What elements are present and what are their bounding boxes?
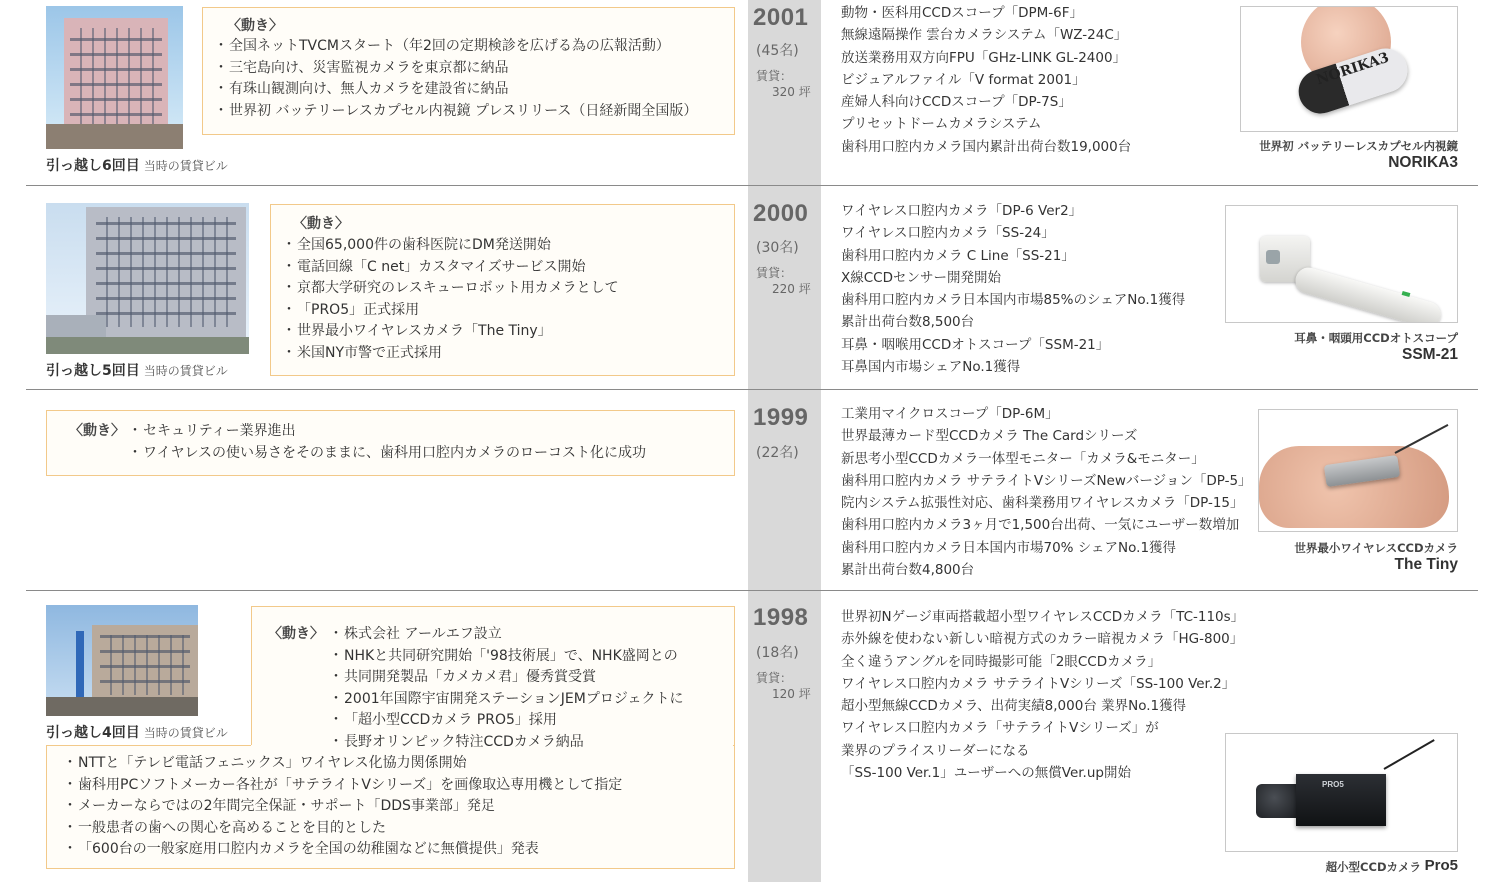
list-item-continuation: ・ 米国NY市警で正式採用 <box>285 343 720 365</box>
list-item: 動物・医科用CCDスコープ「DPM-6F」 <box>841 5 1083 21</box>
rent-label: 賃貸： <box>756 671 793 685</box>
list-item: 放送業務用双方向FPU「GHz-LINK GL-2400」 <box>841 49 1127 66</box>
product-description: 世界最小ワイヤレスCCDカメラ <box>1294 541 1458 555</box>
list-item: ・ 株式会社 アールエフ設立 <box>332 624 684 646</box>
product-image-the-tiny <box>1258 409 1458 532</box>
box-title: 〈動き〉 <box>268 626 324 642</box>
year-column-band <box>748 0 821 882</box>
list-item: ・ 全国ネットTVCMスタート（年2回の定期検診を広げる為の広報活動） <box>217 36 720 58</box>
list-item: 新思考小型CCDカメラ一体型モニター「カメラ&モニター」 <box>841 450 1205 467</box>
activities-list-lower <box>66 753 622 861</box>
list-item: 業界のプライスリーダーになる <box>841 742 1030 759</box>
list-item: 耳鼻国内市場シェアNo.1獲得 <box>841 359 1021 376</box>
list-item: 全く違うアングルを同時撮影可能「2眼CCDカメラ」 <box>841 653 1162 670</box>
list-item: 院内システム拡張性対応、歯科業務用ワイヤレスカメラ「DP-15」 <box>841 495 1244 512</box>
product-name: Pro5 <box>1424 857 1458 874</box>
list-item: 産婦人科向けCCDスコープ「DP-7S」 <box>841 94 1072 111</box>
list-item: X線CCDセンサー開発開始 <box>841 269 1001 286</box>
product-description: 世界初 バッテリーレスカプセル内視鏡 <box>1259 139 1458 153</box>
list-item: ・ 長野オリンピック特注CCDカメラ納品 <box>332 732 684 754</box>
staff-count: (30名) <box>756 240 799 256</box>
activities-box <box>46 410 735 476</box>
list-item: 耳鼻・咽喉用CCDオトスコープ「SSM-21」 <box>841 336 1110 353</box>
product-image-ssm21 <box>1225 205 1458 323</box>
rent-label: 賃貸： <box>756 69 793 83</box>
list-item: ・ 世界初 バッテリーレスカプセル内視鏡 プレスリリース（日経新聞全国版） <box>217 101 720 123</box>
year-label: 2000 <box>753 200 809 227</box>
photo-caption: 引っ越し6回目 当時の賃貸ビル <box>46 158 228 174</box>
activities-box <box>202 7 735 135</box>
list-item: ワイヤレス口腔内カメラ サテライトVシリーズ「SS-100 Ver.2」 <box>841 675 1236 692</box>
list-item: ビジュアルファイル「V format 2001」 <box>841 71 1086 88</box>
product-name: The Tiny <box>1394 556 1458 573</box>
product-description: 超小型CCDカメラ <box>1325 860 1421 874</box>
staff-count: (45名) <box>756 43 799 59</box>
list-item: 歯科用口腔内カメラ国内累計出荷台数19,000台 <box>841 138 1132 155</box>
list-item: 累計出荷台数8,500台 <box>841 314 975 331</box>
list-item: 無線遠隔操作 雲台カメラシステム「WZ-24C」 <box>841 27 1128 44</box>
list-item-continuation: ・ 共同開発製品「カメカメ君」優秀賞受賞 <box>332 667 684 689</box>
list-item: 工業用マイクロスコープ「DP-6M」 <box>841 406 1059 422</box>
activities-list <box>332 624 684 753</box>
list-item: ・ NTTと「テレビ電話フェニックス」ワイヤレス化協力関係開始 <box>66 753 622 775</box>
product-name: NORIKA3 <box>1388 154 1458 171</box>
box-title: 〈動き〉 <box>69 423 125 439</box>
product-events-list <box>841 2 1131 158</box>
year-label: 1999 <box>753 404 809 431</box>
list-item: 歯科用口腔内カメラ3ヶ月で1,500台出荷、一気にユーザー数増加 <box>841 517 1240 534</box>
row-divider <box>26 590 1478 591</box>
list-item: ・ 2001年国際宇宙開発ステーションJEMプロジェクトに <box>332 689 684 711</box>
list-item: ・ 電話回線「C net」カスタマイズサービス開始 <box>285 257 720 279</box>
row-divider <box>26 185 1478 186</box>
activities-list <box>285 235 720 364</box>
year-label: 1998 <box>753 604 809 631</box>
rent-value: 220 坪 <box>772 282 811 296</box>
list-item: ・ 京都大学研究のレスキューロボット用カメラとして <box>285 278 720 300</box>
list-item: ワイヤレス口腔内カメラ「サテライトVシリーズ」が <box>841 720 1159 737</box>
list-item-continuation: ・ 「600台の一般家庭用口腔内カメラを全国の幼稚園などに無償提供」発表 <box>66 839 622 861</box>
rent-value: 120 坪 <box>772 687 811 701</box>
activities-list <box>131 421 720 464</box>
list-item: ワイヤレス口腔内カメラ「SS-24」 <box>841 225 1055 242</box>
list-item: 歯科用口腔内カメラ日本国内市場70% シェアNo.1獲得 <box>841 539 1177 556</box>
list-item: 歯科用口腔内カメラ日本国内市場85%のシェアNo.1獲得 <box>841 292 1186 309</box>
box-title: 〈動き〉 <box>293 216 349 232</box>
list-item: ・ 歯科用PCソフトメーカー各社が「サテライトVシリーズ」を画像取込専用機として指定 <box>66 775 622 797</box>
product-events-list <box>841 403 1252 581</box>
list-item: ・ NHKと共同研究開始「'98技術展」で、NHK盛岡との <box>332 646 684 668</box>
photo-caption: 引っ越し4回目 当時の賃貸ビル <box>46 725 228 741</box>
list-item: 「SS-100 Ver.1」ユーザーへの無償Ver.up開始 <box>841 765 1131 782</box>
list-item: 世界初Nゲージ車両搭載超小型ワイヤレスCCDカメラ「TC-110s」 <box>841 609 1245 625</box>
list-item: プリセットドームカメラシステム <box>841 116 1042 133</box>
staff-count: (22名) <box>756 445 799 461</box>
list-item: ・ セキュリティー業界進出 <box>131 421 720 443</box>
list-item: ・ 全国65,000件の歯科医院にDM発送開始 <box>285 235 720 257</box>
list-item: 歯科用口腔内カメラ サテライトVシリーズNewバージョン「DP-5」 <box>841 472 1252 489</box>
building-photo-move-5 <box>46 203 249 354</box>
product-name: SSM-21 <box>1402 346 1458 363</box>
list-item: 赤外線を使わない新しい暗視方式のカラー暗視カメラ「HG-800」 <box>841 631 1244 648</box>
staff-count: (18名) <box>756 645 799 661</box>
list-item: ・ 一般患者の歯への関心を高めることを目的とした <box>66 818 622 840</box>
list-item: ・ 世界最小ワイヤレスカメラ「The Tiny」 <box>285 321 720 343</box>
product-logo-text: PRO5 <box>1322 780 1344 789</box>
product-description: 耳鼻・咽頭用CCDオトスコープ <box>1294 331 1458 345</box>
product-events-list <box>841 606 1244 784</box>
year-label: 2001 <box>753 4 809 31</box>
row-divider <box>26 389 1478 390</box>
list-item-continuation: ・ 「PRO5」正式採用 <box>285 300 720 322</box>
list-item: 累計出荷台数4,800台 <box>841 562 975 579</box>
list-item: ・ メーカーならではの2年間完全保証・サポート「DDS事業部」発足 <box>66 796 622 818</box>
list-item: ・ 三宅島向け、災害監視カメラを東京都に納品 <box>217 58 720 80</box>
list-item: ・ 有珠山観測向け、無人カメラを建設省に納品 <box>217 79 720 101</box>
list-item: 超小型無線CCDカメラ、出荷実績8,000台 業界No.1獲得 <box>841 698 1187 715</box>
building-photo-move-6 <box>46 6 183 149</box>
rent-value: 320 坪 <box>772 85 811 99</box>
list-item: ワイヤレス口腔内カメラ「DP-6 Ver2」 <box>841 203 1083 219</box>
list-item: ・ ワイヤレスの使い易さをそのままに、歯科用口腔内カメラのローコスト化に成功 <box>131 443 720 465</box>
activities-box <box>46 606 735 869</box>
photo-caption: 引っ越し5回目 当時の賃貸ビル <box>46 363 228 379</box>
product-logo-text: NORIKA3 <box>1314 49 1392 89</box>
product-image-norika3 <box>1240 6 1458 132</box>
product-image-pro5 <box>1225 733 1458 852</box>
list-item: 世界最薄カード型CCDカメラ The Cardシリーズ <box>841 428 1138 445</box>
list-item: 歯科用口腔内カメラ C Line「SS-21」 <box>841 247 1075 264</box>
box-title: 〈動き〉 <box>227 18 283 34</box>
activities-box <box>270 204 735 376</box>
rent-label: 賃貸： <box>756 266 793 280</box>
product-events-list <box>841 200 1185 378</box>
activities-list <box>217 36 720 122</box>
list-item-continuation: ・ 「超小型CCDカメラ PRO5」採用 <box>332 710 684 732</box>
